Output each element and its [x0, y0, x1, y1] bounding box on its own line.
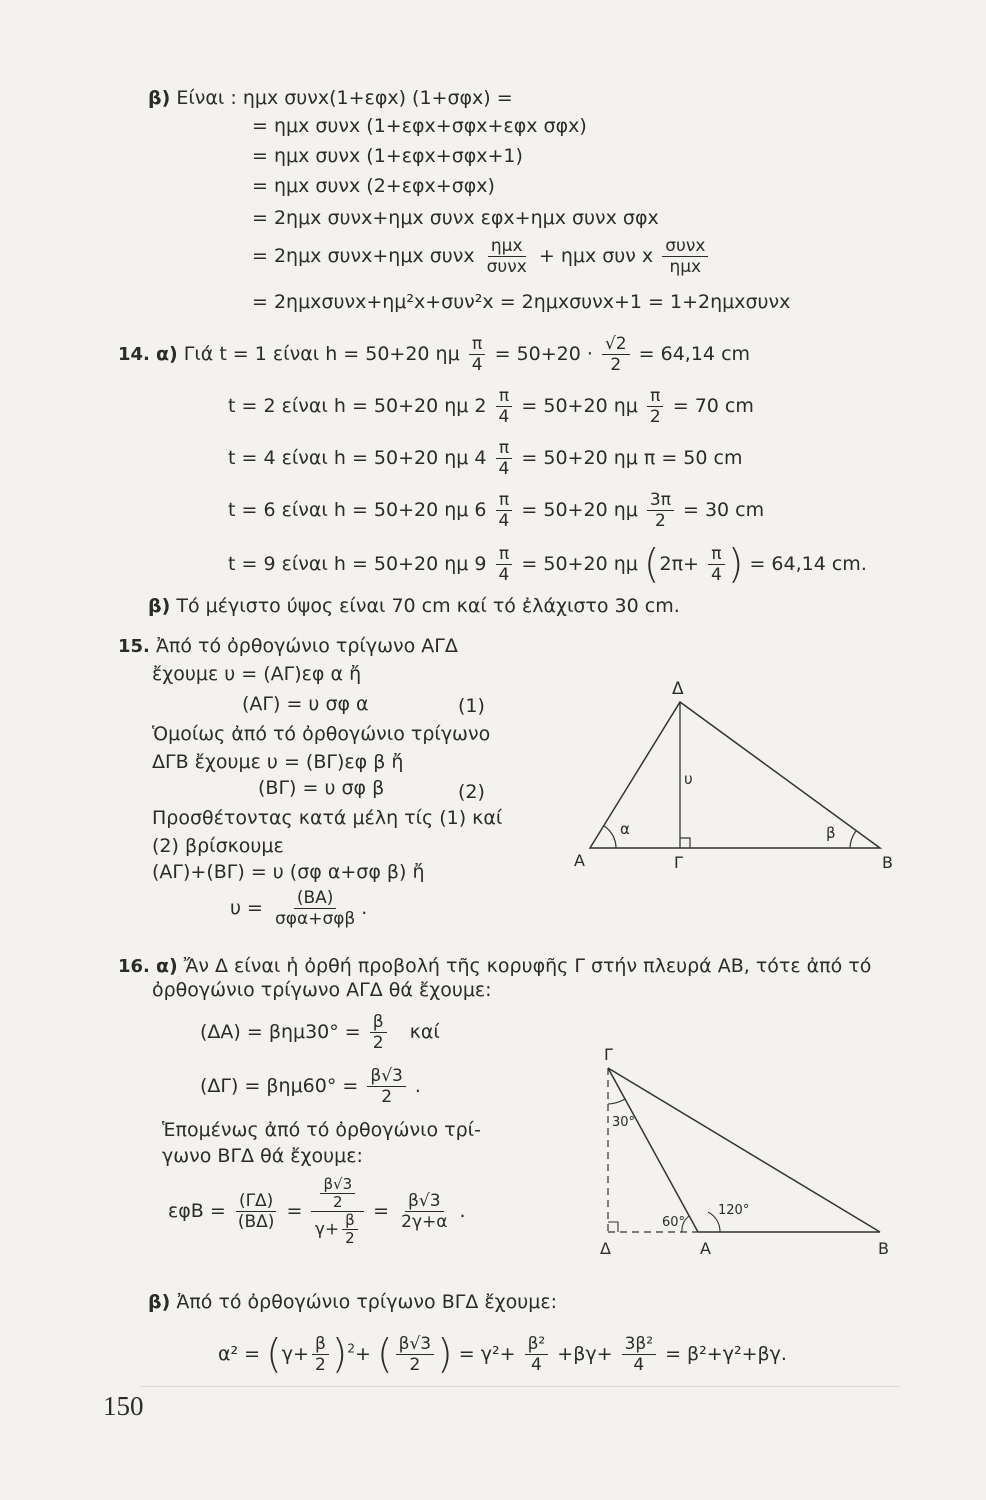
- vertex-b-label: Β: [882, 853, 893, 872]
- beta-line-7: = 2ημxσυνx+ημ²x+συν²x = 2ημxσυνx+1 = 1+2ημxσυνx: [252, 291, 791, 313]
- ex16-line-2: ὀρθογώνιο τρίγωνο ΑΓΔ θά ἔχουμε:: [152, 979, 492, 1001]
- ex15-line-1: 15. Ἀπό τό ὀρθογώνιο τρίγωνο ΑΓΔ: [118, 635, 458, 657]
- ex16-line-1: 16. α) Ἄν Δ είναι ἡ ὀρθή προβολή τῆς κορυφῆς Γ στήν πλευρά ΑΒ, τότε ἀπό τό: [118, 955, 872, 977]
- ex15-line-10: υ = $\frac{(BA)}{\text{σφα+σφβ}}$ .: [230, 888, 368, 929]
- ex15-line-4: Ὁμοίως ἀπό τό ὀρθογώνιο τρίγωνο: [152, 723, 491, 745]
- ex15-line-6: (ΒΓ) = υ σφ β: [258, 777, 385, 799]
- vertex-g16-label: Γ: [604, 1045, 613, 1064]
- ex16-eq-1: (ΔΑ) = βημ30° = $\frac{\beta}{2}$ καί: [200, 1012, 440, 1053]
- ex14-row-5: t = 9 είναι h = 50+20 ημ 9 $\frac{\pi}{4}$ = 50+20 ημ (2π+ $\frac{\pi}{4}$ ) = 64,14 cm.: [228, 541, 867, 588]
- ex15-line-8: (2) βρίσκουμε: [152, 835, 284, 857]
- ex14-beta: β) Τό μέγιστο ύψος είναι 70 cm καί τό ἐλάχιστο 30 cm.: [148, 595, 680, 617]
- beta-line-2: = ημx συνx (1+εφx+σφx+εφx σφx): [252, 115, 587, 137]
- height-u-label: υ: [684, 770, 693, 788]
- ex15-line-3: (ΑΓ) = υ σφ α: [242, 693, 369, 715]
- vertex-b16-label: Β: [878, 1239, 889, 1258]
- vertex-g-label: Γ: [674, 853, 683, 872]
- triangle-figure-15: [560, 670, 900, 880]
- ex16-beta: β) Ἀπό τό ὀρθογώνιο τρίγωνο ΒΓΔ ἔχουμε:: [148, 1291, 557, 1313]
- angle-a-label: α: [620, 820, 630, 838]
- triangle-figure-16: [590, 1040, 910, 1265]
- vertex-d16-label: Δ: [600, 1239, 611, 1258]
- page-number: 150: [103, 1391, 144, 1421]
- ex14-row-2: t = 2 είναι h = 50+20 ημ 2 $\frac{\pi}{4}$ = 50+20 ημ $\frac{\pi}{2}$ = 70 cm: [228, 386, 754, 427]
- ex15-line-9: (ΑΓ)+(ΒΓ) = υ (σφ α+σφ β) ἤ: [152, 861, 425, 883]
- ex16-line-3: Ἑπομένως ἀπό τό ὀρθογώνιο τρί-: [162, 1119, 481, 1141]
- ex16-eq-2: (ΔΓ) = βημ60° = $\frac{\beta√3}{2}$ .: [200, 1066, 421, 1107]
- ex16-eq-4: α² = (γ+ $\frac{\beta}{2}$ )$^2$+ ( $\frac{\beta√3}{2}$ ) = γ²+ $\frac{\text{β²}}{4}$ +βγ+ $\frac{\text{3β²}}{4}$ = β²+γ²+βγ.: [218, 1331, 787, 1378]
- ex15-eq-1: (1): [458, 695, 485, 717]
- footer-rule: [140, 1386, 900, 1387]
- beta-line-3: = ημx συνx (1+εφx+σφx+1): [252, 145, 523, 167]
- beta-line-6: = 2ημx συνx+ημx συνx $\frac{\text{ημx}}{\text{συνx}}$ + ημx συν x $\frac{\text{συνx}}{\text{ημx}}$: [252, 236, 711, 277]
- ex15-line-7: Προσθέτοντας κατά μέλη τίς (1) καί: [152, 807, 503, 829]
- ex15-eq-2: (2): [458, 781, 485, 803]
- angle-b-label: β: [826, 824, 836, 842]
- angle-60-label: 60°: [662, 1215, 686, 1230]
- ex15-line-2: ἔχουμε υ = (ΑΓ)εφ α ἤ: [152, 663, 362, 685]
- vertex-d-label: Δ: [672, 679, 684, 699]
- beta-line-4: = ημx συνx (2+εφx+σφx): [252, 175, 495, 197]
- ex16-line-4: γωνο ΒΓΔ θά ἔχουμε:: [162, 1145, 363, 1167]
- ex14-row-1: 14. α) Γιά t = 1 είναι h = 50+20 ημ $\frac{\pi}{4}$ = 50+20 · $\frac{√2}{2}$ = 64,14 cm: [118, 334, 751, 375]
- ex14-row-3: t = 4 είναι h = 50+20 ημ 4 $\frac{\pi}{4}$ = 50+20 ημ π = 50 cm: [228, 438, 743, 479]
- ex14-row-4: t = 6 είναι h = 50+20 ημ 6 $\frac{\pi}{4}$ = 50+20 ημ $\frac{3\pi}{2}$ = 30 cm: [228, 490, 765, 531]
- ex15-line-5: ΔΓΒ ἔχουμε υ = (ΒΓ)εφ β ἤ: [152, 751, 404, 773]
- angle-120-label: 120°: [718, 1203, 750, 1218]
- beta-line-5: = 2ημx συνx+ημx συνx εφx+ημx συνx σφx: [252, 207, 659, 229]
- vertex-a16-label: Α: [700, 1239, 711, 1258]
- vertex-a-label: Α: [574, 851, 585, 870]
- beta-line-1: β) Είναι : ημx συνx(1+εφx) (1+σφx) =: [148, 87, 513, 109]
- ex16-eq-3: εφΒ = $\frac{(\Gamma\Delta)}{(B\Delta)}$ = $\frac{\beta√3}{2}$ γ+ $\frac{\beta}{2}$ = $\frac{\beta√3}{2\gamma+\alpha}$ .: [168, 1175, 466, 1247]
- angle-30-label: 30°: [612, 1115, 636, 1130]
